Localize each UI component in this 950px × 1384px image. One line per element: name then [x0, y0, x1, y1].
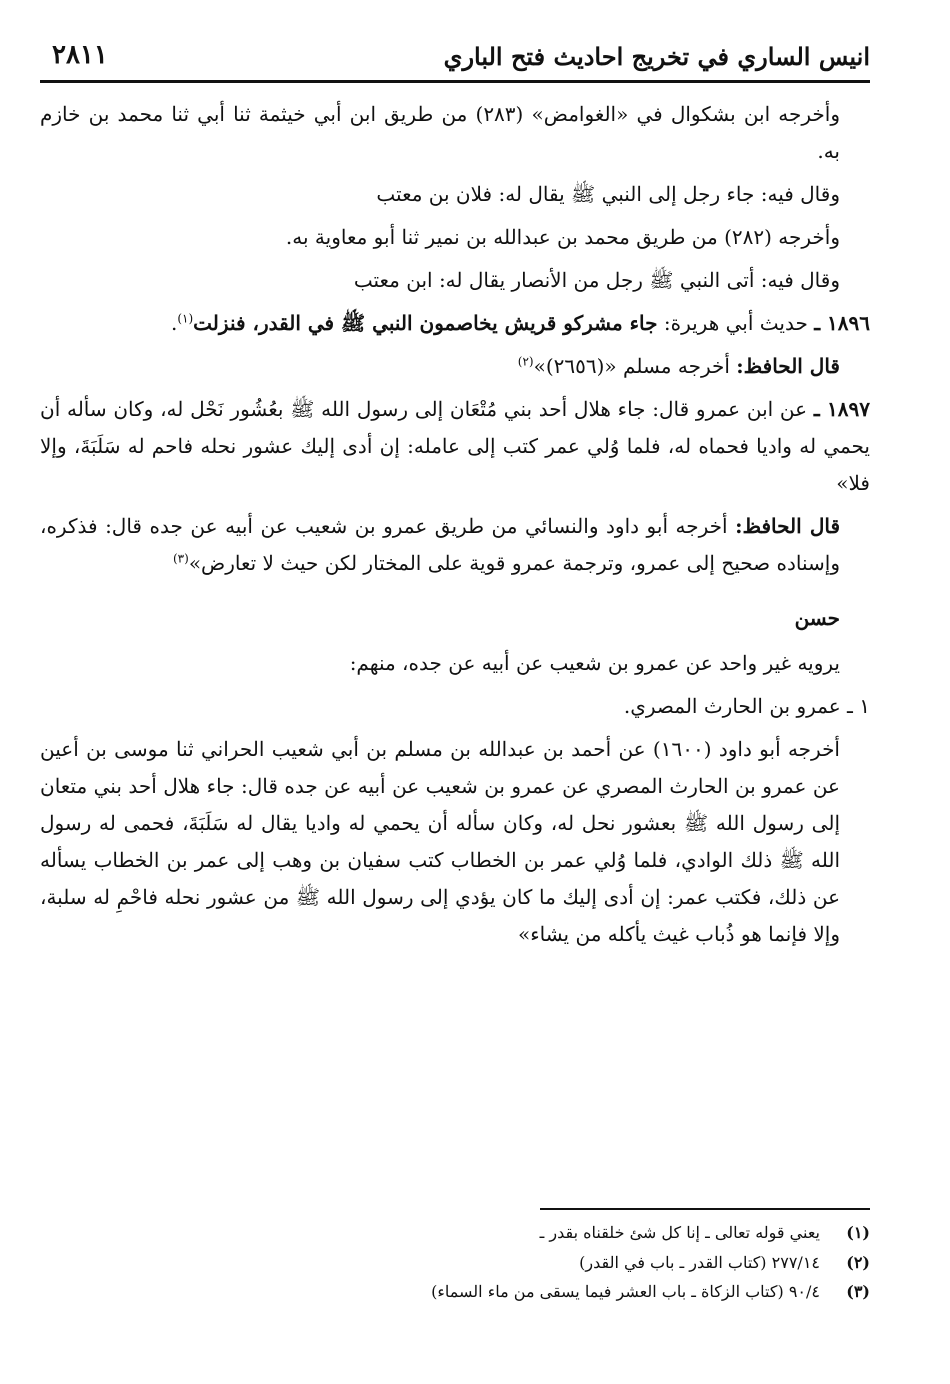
footnote	[40, 1218, 870, 1248]
page-number: ٢٨١١	[52, 40, 108, 70]
hafiz-note-1897	[40, 508, 870, 582]
list-item: ١ ـ عمرو بن الحارث المصري.	[623, 694, 870, 718]
footnotes	[40, 1218, 870, 1307]
footnote	[40, 1277, 870, 1307]
hadith-end: .	[170, 311, 178, 335]
hafiz-text: أخرجه أبو داود والنسائي من طريق عمرو بن شعيب عن أبيه عن جده قال: فذكره، وإسناده صحيح إلى عمرو، وترجمة عمرو قوية على المختار لكن حيث لا تعارض»	[40, 514, 840, 575]
hadith-text: عن ابن عمرو قال: جاء هلال أحد بني مُتْعَان إلى رسول الله ﷺ بعُشُور نَحْل له، وكان سأله أن يحمي له واديا فحماه له، فلما وُلي عمر كتب إلى عامله: إن أدى إليك عشور نحله فاحم له سَلَبَةَ، وإلا فلا»	[40, 397, 870, 495]
footnote-text: ٩٠/٤ (كتاب الزكاة ـ باب العشر فيما يسقى من ماء السماء)	[431, 1282, 820, 1302]
paragraph-5: يرويه غير واحد عن عمرو بن شعيب عن أبيه عن جده، منهم:	[349, 651, 840, 675]
footnote-number: (١)	[846, 1223, 870, 1242]
hadith-number: ١٨٩٧ ـ	[813, 397, 870, 421]
hafiz-label: قال الحافظ:	[735, 514, 841, 538]
paragraph-6: أخرجه أبو داود (١٦٠٠) عن أحمد بن عبدالله بن مسلم بن أبي شعيب الحراني ثنا موسى بن أعين عن عمرو بن الحارث المصري عن عمرو بن شعيب عن أبيه عن جده قال: جاء هلال أحد بني متعان إلى رسول الله ﷺ بعشور نحل له، وكان سأله أن يحمي له واديا يقال له سَلَبَةَ، فحمى له رسول الله ﷺ ذلك الوادي، فلما وُلي عمر بن الخطاب كتب سفيان بن وهب إلى عمر بن الخطاب يسأله عن ذلك، فكتب عمر: إن أدى إليك ما كان يؤدي إلى رسول الله ﷺ من عشور نحله فاحْمِ له سلبة، وإلا فإنما هو ذُباب غيث يأكله من يشاء»	[40, 737, 840, 946]
footnote-text: يعني قوله تعالى ـ إنا كل شئ خلقناه بقدر ـ	[539, 1223, 820, 1242]
hafiz-note-1896	[40, 348, 870, 385]
footnote	[40, 1248, 870, 1278]
page-body	[40, 96, 870, 959]
footnote-separator	[540, 1208, 870, 1210]
paragraph-3: وأخرجه (٢٨٢) من طريق محمد بن عبدالله بن نمير ثنا أبو معاوية به.	[285, 225, 840, 249]
grade-heading: حسن	[794, 606, 840, 630]
footnote-text: ٢٧٧/١٤ (كتاب القدر ـ باب في القدر)	[579, 1252, 820, 1272]
hadith-1897	[40, 391, 870, 502]
footnote-ref: (١)	[177, 311, 194, 326]
paragraph-4: وقال فيه: أتى النبي ﷺ رجل من الأنصار يقال له: ابن معتب	[353, 268, 840, 292]
paragraph-1: وأخرجه ابن بشكوال في «الغوامض» (٢٨٣) من طريق ابن أبي خيثمة ثنا أبي ثنا محمد بن خازم به.	[40, 102, 840, 163]
hafiz-label: قال الحافظ:	[736, 354, 840, 378]
footnote-ref: (٣)	[172, 551, 189, 566]
hafiz-text: أخرجه مسلم «(٢٦٥٦)»	[533, 354, 730, 378]
hadith-1896	[40, 305, 870, 342]
hadith-number: ١٨٩٦ ـ	[814, 311, 870, 335]
footnote-ref: (٢)	[517, 354, 534, 369]
footnote-number: (٣)	[846, 1282, 870, 1302]
paragraph-2: وقال فيه: جاء رجل إلى النبي ﷺ يقال له: فلان بن معتب	[376, 182, 840, 206]
footnote-number: (٢)	[846, 1252, 870, 1272]
hadith-text: جاء مشركو قريش يخاصمون النبي ﷺ في القدر، فنزلت	[193, 311, 658, 335]
page-header	[40, 36, 870, 83]
hadith-narrator: حديث أبي هريرة:	[663, 311, 808, 335]
book-title: انيس الساري في تخريج احاديث فتح الباري	[443, 42, 870, 71]
